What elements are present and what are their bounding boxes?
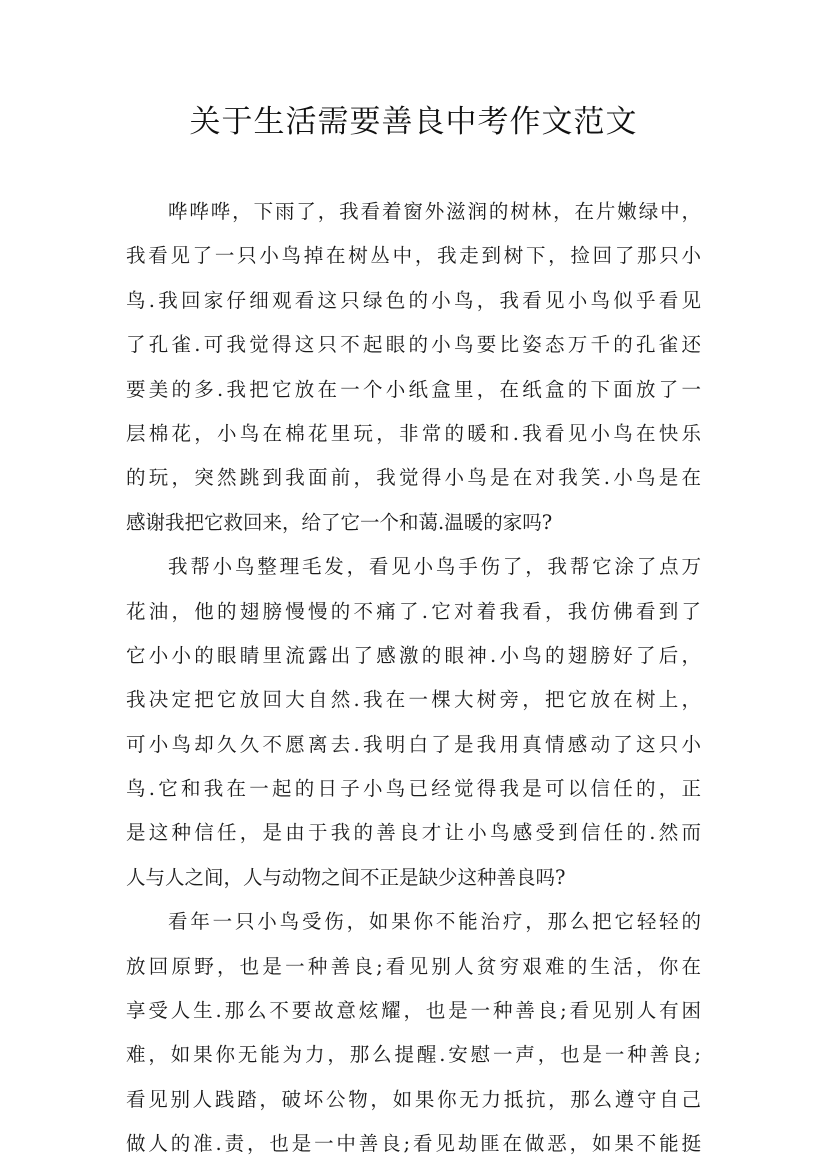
text-line: 难，如果你无能为力，那么提醒.安慰一声，也是一种善良; <box>126 1043 701 1067</box>
text-line: 是这种信任，是由于我的善良才让小鸟感受到信任的.然而 <box>126 821 701 845</box>
text-line: 层棉花，小鸟在棉花里玩，非常的暖和.我看见小鸟在快乐 <box>126 421 701 445</box>
text-line: 看见别人践踏，破坏公物，如果你无力抵抗，那么遵守自己 <box>126 1087 701 1111</box>
text-line: 享受人生.那么不要故意炫耀，也是一种善良;看见别人有困 <box>126 999 701 1023</box>
text-line: 我看见了一只小鸟掉在树丛中，我走到树下，捡回了那只小 <box>126 244 701 268</box>
text-line: 要美的多.我把它放在一个小纸盒里，在纸盒的下面放了一 <box>126 377 701 401</box>
text-line: 我帮小鸟整理毛发，看见小鸟手伤了，我帮它涂了点万 <box>168 555 701 579</box>
text-line: 鸟.它和我在一起的日子小鸟已经觉得我是可以信任的，正 <box>126 777 701 801</box>
document-title: 关于生活需要善良中考作文范文 <box>189 104 638 140</box>
document-body <box>126 190 701 1167</box>
text-line: 可小鸟却久久不愿离去.我明白了是我用真情感动了这只小 <box>126 732 701 756</box>
text-line: 的玩，突然跳到我面前，我觉得小鸟是在对我笑.小鸟是在 <box>126 466 701 490</box>
text-line: 看年一只小鸟受伤，如果你不能治疗，那么把它轻轻的 <box>168 910 701 934</box>
text-line: 做人的准.责，也是一中善良;看见劫匪在做恶，如果不能挺 <box>126 1132 701 1156</box>
text-line: 我决定把它放回大自然.我在一棵大树旁，把它放在树上， <box>126 688 701 712</box>
text-line: 放回原野，也是一种善良;看见别人贫穷艰难的生活，你在 <box>126 954 701 978</box>
text-line: 哗哗哗，下雨了，我看着窗外滋润的树林，在片嫩绿中， <box>168 200 701 223</box>
text-line: 人与人之间，人与动物之间不正是缺少这种善良吗? <box>126 865 566 889</box>
text-line: 感谢我把它救回来，给了它一个和蔼.温暖的家吗? <box>126 510 553 534</box>
text-line: 了孔雀.可我觉得这只不起眼的小鸟要比姿态万千的孔雀还 <box>126 333 701 357</box>
text-line: 它小小的眼睛里流露出了感激的眼神.小鸟的翅膀好了后， <box>126 643 701 667</box>
text-line: 鸟.我回家仔细观看这只绿色的小鸟，我看见小鸟似乎看见 <box>126 288 701 312</box>
text-line: 花油，他的翅膀慢慢的不痛了.它对着我看，我仿佛看到了 <box>126 599 701 623</box>
